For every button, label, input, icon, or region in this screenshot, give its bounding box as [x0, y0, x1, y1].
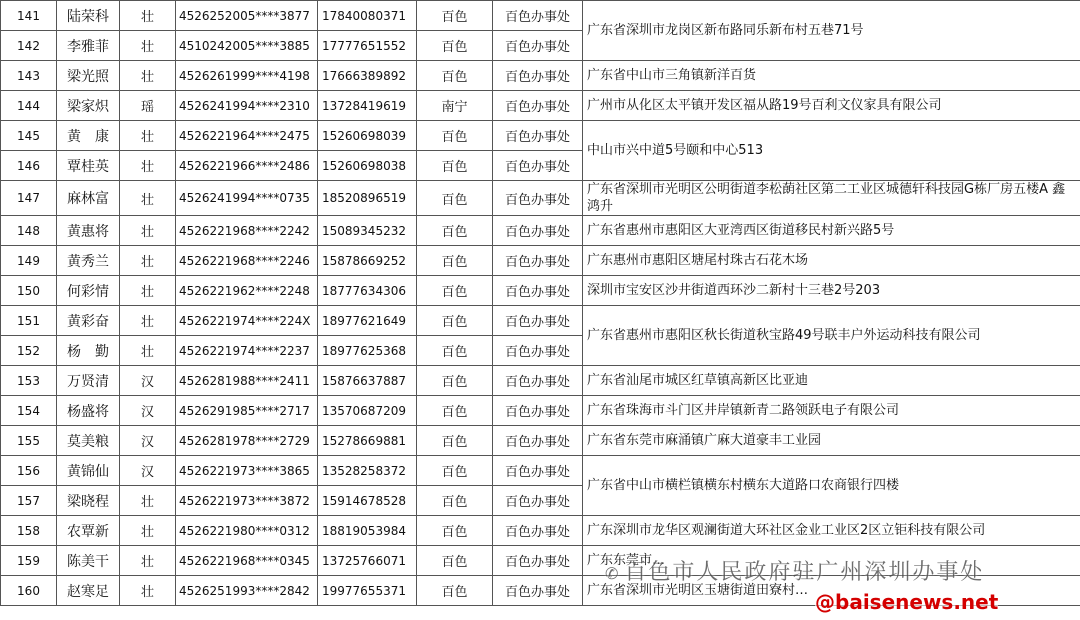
phone-number: 17666389892 — [318, 61, 417, 91]
ethnicity: 汉 — [120, 426, 176, 456]
person-name: 黄秀兰 — [57, 246, 120, 276]
table-row — [1, 276, 1080, 306]
id-number: 4526221968****2242 — [176, 216, 318, 246]
office-name: 百色办事处 — [493, 91, 583, 121]
ethnicity: 汉 — [120, 396, 176, 426]
origin-city: 百色 — [417, 1, 493, 31]
office-name: 百色办事处 — [493, 121, 583, 151]
row-number: 159 — [1, 546, 57, 576]
row-number: 153 — [1, 366, 57, 396]
ethnicity: 壮 — [120, 546, 176, 576]
phone-number: 15089345232 — [318, 216, 417, 246]
id-number: 4526241994****2310 — [176, 91, 318, 121]
phone-number: 15914678528 — [318, 486, 417, 516]
phone-number: 18520896519 — [318, 181, 417, 216]
id-number: 4526252005****3877 — [176, 1, 318, 31]
row-number: 151 — [1, 306, 57, 336]
work-address: 广东省中山市三角镇新洋百货 — [583, 61, 1080, 91]
office-name: 百色办事处 — [493, 246, 583, 276]
phone-number: 15878669252 — [318, 246, 417, 276]
id-number: 4526251993****2842 — [176, 576, 318, 606]
table-row — [1, 306, 1080, 336]
table-row — [1, 546, 1080, 576]
person-name: 农覃新 — [57, 516, 120, 546]
work-address: 广东省珠海市斗门区井岸镇新青二路领跃电子有限公司 — [583, 396, 1080, 426]
id-number: 4526221964****2475 — [176, 121, 318, 151]
id-number: 4526221962****2248 — [176, 276, 318, 306]
watermark-text: 百色市人民政府驻广州深圳办事处 — [624, 560, 985, 585]
office-name: 百色办事处 — [493, 1, 583, 31]
table-row — [1, 121, 1080, 151]
phone-number: 15260698039 — [318, 121, 417, 151]
table-row — [1, 1, 1080, 31]
table-row — [1, 216, 1080, 246]
id-number: 4526241994****0735 — [176, 181, 318, 216]
origin-city: 百色 — [417, 396, 493, 426]
person-name: 黄惠将 — [57, 216, 120, 246]
phone-number: 18819053984 — [318, 516, 417, 546]
origin-city: 百色 — [417, 121, 493, 151]
phone-number: 13728419619 — [318, 91, 417, 121]
work-address: 广东省深圳市光明区玉塘街道田寮村… — [583, 576, 1080, 606]
phone-number: 18777634306 — [318, 276, 417, 306]
origin-city: 百色 — [417, 336, 493, 366]
person-name: 黄彩奋 — [57, 306, 120, 336]
origin-city: 百色 — [417, 31, 493, 61]
person-name: 梁家炽 — [57, 91, 120, 121]
office-name: 百色办事处 — [493, 396, 583, 426]
id-number: 4526221966****2486 — [176, 151, 318, 181]
phone-number: 15278669881 — [318, 426, 417, 456]
ethnicity: 壮 — [120, 336, 176, 366]
ethnicity: 壮 — [120, 576, 176, 606]
id-number: 4526221968****2246 — [176, 246, 318, 276]
office-name: 百色办事处 — [493, 181, 583, 216]
person-name: 黄锦仙 — [57, 456, 120, 486]
phone-number: 15260698038 — [318, 151, 417, 181]
origin-city: 百色 — [417, 366, 493, 396]
row-number: 141 — [1, 1, 57, 31]
origin-city: 百色 — [417, 546, 493, 576]
ethnicity: 汉 — [120, 456, 176, 486]
person-name: 何彩情 — [57, 276, 120, 306]
row-number: 142 — [1, 31, 57, 61]
work-address: 广东省惠州市惠阳区秋长街道秋宝路49号联丰户外运动科技有限公司 — [583, 306, 1080, 366]
phone-number: 17777651552 — [318, 31, 417, 61]
ethnicity: 壮 — [120, 181, 176, 216]
person-name: 陆荣科 — [57, 1, 120, 31]
origin-city: 百色 — [417, 276, 493, 306]
table-row — [1, 456, 1080, 486]
office-name: 百色办事处 — [493, 516, 583, 546]
table-row — [1, 366, 1080, 396]
office-name: 百色办事处 — [493, 426, 583, 456]
person-name: 梁晓程 — [57, 486, 120, 516]
id-number: 4526221974****2237 — [176, 336, 318, 366]
ethnicity: 壮 — [120, 486, 176, 516]
work-address: 中山市兴中道5号颐和中心513 — [583, 121, 1080, 181]
ethnicity: 壮 — [120, 151, 176, 181]
work-address: 广东省中山市横栏镇横东村横东大道路口农商银行四楼 — [583, 456, 1080, 516]
work-address: 广东省惠州市惠阳区大亚湾西区街道移民村新兴路5号 — [583, 216, 1080, 246]
id-number: 4526281988****2411 — [176, 366, 318, 396]
row-number: 149 — [1, 246, 57, 276]
person-name: 赵寒足 — [57, 576, 120, 606]
row-number: 156 — [1, 456, 57, 486]
ethnicity: 壮 — [120, 216, 176, 246]
origin-city: 百色 — [417, 246, 493, 276]
phone-number: 13528258372 — [318, 456, 417, 486]
ethnicity: 壮 — [120, 1, 176, 31]
person-name: 杨盛将 — [57, 396, 120, 426]
office-name: 百色办事处 — [493, 306, 583, 336]
row-number: 143 — [1, 61, 57, 91]
phone-number: 15876637887 — [318, 366, 417, 396]
site-badge: @baisenews.net — [815, 590, 999, 614]
id-number: 4526221974****224X — [176, 306, 318, 336]
person-name: 陈美干 — [57, 546, 120, 576]
work-address: 广东惠州市惠阳区塘尾村珠古石花木场 — [583, 246, 1080, 276]
work-address: 广州市从化区太平镇开发区福从路19号百利文仪家具有限公司 — [583, 91, 1080, 121]
id-number: 4510242005****3885 — [176, 31, 318, 61]
origin-city: 百色 — [417, 426, 493, 456]
ethnicity: 壮 — [120, 276, 176, 306]
row-number: 144 — [1, 91, 57, 121]
phone-number: 19977655371 — [318, 576, 417, 606]
id-number: 4526221973****3872 — [176, 486, 318, 516]
table-row — [1, 576, 1080, 606]
row-number: 157 — [1, 486, 57, 516]
phone-number: 13570687209 — [318, 396, 417, 426]
origin-city: 百色 — [417, 61, 493, 91]
table-row — [1, 426, 1080, 456]
person-name: 李雅菲 — [57, 31, 120, 61]
wechat-icon: ✆ — [605, 564, 621, 583]
phone-number: 18977625368 — [318, 336, 417, 366]
table-body — [1, 1, 1080, 606]
office-name: 百色办事处 — [493, 546, 583, 576]
id-number: 4526291985****2717 — [176, 396, 318, 426]
ethnicity: 壮 — [120, 61, 176, 91]
person-name: 莫美粮 — [57, 426, 120, 456]
work-address: 深圳市宝安区沙井街道西环沙二新村十三巷2号203 — [583, 276, 1080, 306]
table-row — [1, 246, 1080, 276]
person-name: 杨 勤 — [57, 336, 120, 366]
office-name: 百色办事处 — [493, 366, 583, 396]
origin-city: 百色 — [417, 576, 493, 606]
work-address: 广东省深圳市光明区公明街道李松蓢社区第二工业区城德轩科技园G栋厂房五楼A 鑫鸿升 — [583, 181, 1080, 216]
origin-city: 南宁 — [417, 91, 493, 121]
office-name: 百色办事处 — [493, 456, 583, 486]
origin-city: 百色 — [417, 216, 493, 246]
table-row — [1, 396, 1080, 426]
row-number: 155 — [1, 426, 57, 456]
row-number: 146 — [1, 151, 57, 181]
office-name: 百色办事处 — [493, 151, 583, 181]
ethnicity: 瑶 — [120, 91, 176, 121]
ethnicity: 壮 — [120, 121, 176, 151]
person-name: 覃桂英 — [57, 151, 120, 181]
phone-number: 13725766071 — [318, 546, 417, 576]
phone-number: 18977621649 — [318, 306, 417, 336]
origin-city: 百色 — [417, 516, 493, 546]
origin-city: 百色 — [417, 181, 493, 216]
ethnicity: 壮 — [120, 516, 176, 546]
ethnicity: 壮 — [120, 306, 176, 336]
row-number: 160 — [1, 576, 57, 606]
person-name: 万贤清 — [57, 366, 120, 396]
person-name: 麻林富 — [57, 181, 120, 216]
id-number: 4526221980****0312 — [176, 516, 318, 546]
work-address: 广东省汕尾市城区红草镇高新区比亚迪 — [583, 366, 1080, 396]
ethnicity: 壮 — [120, 246, 176, 276]
row-number: 147 — [1, 181, 57, 216]
origin-city: 百色 — [417, 456, 493, 486]
office-name: 百色办事处 — [493, 61, 583, 91]
office-name: 百色办事处 — [493, 336, 583, 366]
office-name: 百色办事处 — [493, 276, 583, 306]
work-address: 广东深圳市龙华区观澜街道大环社区金业工业区2区立钜科技有限公司 — [583, 516, 1080, 546]
phone-number: 17840080371 — [318, 1, 417, 31]
table-row — [1, 91, 1080, 121]
row-number: 158 — [1, 516, 57, 546]
row-number: 150 — [1, 276, 57, 306]
work-address: 广东省深圳市龙岗区新布路同乐新布村五巷71号 — [583, 1, 1080, 61]
table-row — [1, 516, 1080, 546]
origin-city: 百色 — [417, 151, 493, 181]
work-address: 广东东莞市… — [583, 546, 1080, 576]
table-row — [1, 61, 1080, 91]
office-name: 百色办事处 — [493, 216, 583, 246]
row-number: 154 — [1, 396, 57, 426]
row-number: 152 — [1, 336, 57, 366]
row-number: 148 — [1, 216, 57, 246]
origin-city: 百色 — [417, 306, 493, 336]
id-number: 4526281978****2729 — [176, 426, 318, 456]
origin-city: 百色 — [417, 486, 493, 516]
table-row — [1, 181, 1080, 216]
office-name: 百色办事处 — [493, 31, 583, 61]
id-number: 4526221973****3865 — [176, 456, 318, 486]
office-name: 百色办事处 — [493, 486, 583, 516]
office-name: 百色办事处 — [493, 576, 583, 606]
ethnicity: 汉 — [120, 366, 176, 396]
row-number: 145 — [1, 121, 57, 151]
person-name: 黄 康 — [57, 121, 120, 151]
ethnicity: 壮 — [120, 31, 176, 61]
work-address: 广东省东莞市麻涌镇广麻大道豪丰工业园 — [583, 426, 1080, 456]
id-number: 4526261999****4198 — [176, 61, 318, 91]
id-number: 4526221968****0345 — [176, 546, 318, 576]
person-name: 梁光照 — [57, 61, 120, 91]
